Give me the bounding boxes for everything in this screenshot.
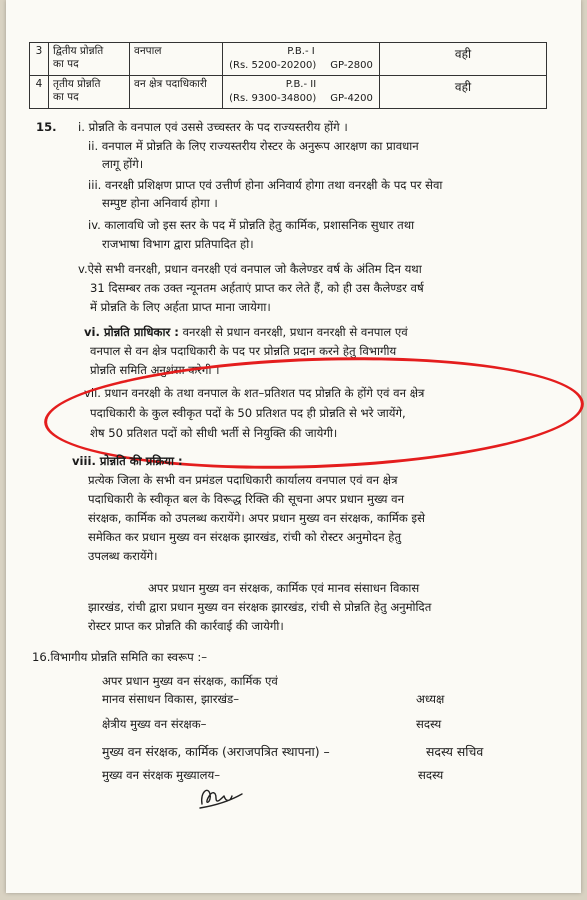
clause-vii-line: पदाधिकारी के कुल स्वीकृत पदों के 50 प्रतिशत पद ही प्रोन्नति से भरे जायेंगे, <box>90 406 406 420</box>
target-post: वन क्षेत्र पदाधिकारी <box>130 76 223 109</box>
member-role: सदस्य <box>418 768 444 782</box>
pay-scale: (Rs. 9300-34800) <box>229 93 317 104</box>
clause-v-line: v.ऐसे सभी वनरक्षी, प्रधान वनरक्षी एवं वनपाल जो कैलेण्डर वर्ष के अंतिम दिन यथा <box>78 262 422 276</box>
promotion-level-line: का पद <box>53 91 79 103</box>
row-number: 4 <box>30 76 49 109</box>
clause-iv-line: राजभाषा विभाग द्वारा प्रतिपादित हो। <box>102 237 254 251</box>
member-name-line: अपर प्रधान मुख्य वन संरक्षक, कार्मिक एवं <box>102 674 278 688</box>
clause-vii-line: शेष 50 प्रतिशत पदों को सीधी भर्ती से नियुक्ति की जायेगी। <box>90 426 338 440</box>
section-number: 15. <box>36 120 57 134</box>
target-post: वनपाल <box>130 43 223 76</box>
table-row <box>30 43 547 76</box>
member-name-line: मुख्य वन संरक्षक मुख्यालय– <box>102 768 220 782</box>
pay-scale: (Rs. 5200-20200) <box>229 60 317 71</box>
clause-vi-label: vi. प्रोन्नति प्राधिकार : <box>84 325 179 339</box>
pay-band <box>223 43 380 76</box>
pay-band-label: P.B.- I <box>287 46 315 57</box>
promotion-level <box>49 76 130 109</box>
clause-iii-line: सम्पुष्ट होना अनिवार्य होगा । <box>102 196 218 210</box>
row-number: 3 <box>30 43 49 76</box>
clause-viii-label: viii. प्रोन्नति की प्रक्रिया : <box>72 454 183 468</box>
clause-viii-line: समेकित कर प्रधान मुख्य वन संरक्षक झारखंड, रांची को रोस्टर अनुमोदन हेतु <box>88 530 402 544</box>
member-role: सदस्य सचिव <box>426 744 484 759</box>
section-16-heading: 16.विभागीय प्रोन्नति समिति का स्वरूप :– <box>32 650 208 664</box>
paragraph-line: अपर प्रधान मुख्य वन संरक्षक, कार्मिक एवं मानव संसाधन विकास <box>148 581 420 595</box>
promotion-level-line: का पद <box>53 58 79 70</box>
clause-vi-line: प्रोन्नति समिति अनुशंसा करेगी । <box>90 363 220 377</box>
clause-vi-line <box>84 323 408 342</box>
signature-mark <box>194 780 254 814</box>
member-role: सदस्य <box>416 717 442 731</box>
same-note: वही <box>380 43 547 76</box>
clause-vi-text: वनरक्षी से प्रधान वनरक्षी, प्रधान वनरक्षी से वनपाल एवं <box>182 325 408 339</box>
table-row <box>30 76 547 109</box>
paragraph-line: झारखंड, रांची द्वारा प्रधान मुख्य वन संरक्षक झारखंड, रांची से प्रोन्नति हेतु अनुमोदित <box>88 600 432 614</box>
clause-i: i. प्रोन्नति के वनपाल एवं उससे उच्चस्तर के पद राज्यस्तरीय होंगे । <box>78 120 348 134</box>
promotion-level-line: द्वितीय प्रोन्नति <box>53 45 104 57</box>
clause-v-line: 31 दिसम्बर तक उक्त न्यूनतम अर्हताएं प्राप्त कर लेते हैं, को ही उस कैलेण्डर वर्ष <box>90 281 424 295</box>
clause-viii-line: उपलब्ध करायेंगे। <box>88 549 158 563</box>
pay-band <box>223 76 380 109</box>
promotion-level <box>49 43 130 76</box>
document-page <box>6 0 581 893</box>
clause-ii-line: लागू होंगे। <box>102 157 144 171</box>
member-name-line: मुख्य वन संरक्षक, कार्मिक (अराजपत्रित स्थापना) – <box>102 744 330 759</box>
same-note: वही <box>380 76 547 109</box>
clause-viii-line: पदाधिकारी के स्वीकृत बल के विरूद्ध रिक्ति की सूचना अपर प्रधान मुख्य वन <box>88 492 405 506</box>
clause-ii-line: ii. वनपाल में प्रोन्नति के लिए राज्यस्तरीय रोस्टर के अनुरूप आरक्षण का प्रावधान <box>88 139 419 153</box>
grade-pay: GP-4200 <box>330 93 373 104</box>
clause-vii-line: vii. प्रधान वनरक्षी के तथा वनपाल के शत–प्रतिशत पद प्रोन्नति के होंगे एवं वन क्षेत्र <box>84 386 425 400</box>
pay-band-label: P.B.- II <box>285 79 317 90</box>
member-role: अध्यक्ष <box>416 692 445 706</box>
promotion-level-line: तृतीय प्रोन्नति <box>53 78 101 90</box>
member-name-line: मानव संसाधन विकास, झारखंड– <box>102 692 239 706</box>
grade-pay: GP-2800 <box>330 60 373 71</box>
clause-vi-line: वनपाल से वन क्षेत्र पदाधिकारी के पद पर प्रोन्नति प्रदान करने हेतु विभागीय <box>90 344 397 358</box>
pay-scale-table <box>29 42 547 109</box>
clause-v-line: में प्रोन्नति के लिए अर्हता प्राप्त माना जायेगा। <box>90 300 271 314</box>
clause-viii-line: प्रत्येक जिला के सभी वन प्रमंडल पदाधिकारी कार्यालय वनपाल एवं वन क्षेत्र <box>88 473 398 487</box>
member-name-line: क्षेत्रीय मुख्य वन संरक्षक– <box>102 717 207 731</box>
clause-viii-line: संरक्षक, कार्मिक को उपलब्ध करायेंगे। अपर प्रधान मुख्य वन संरक्षक, कार्मिक इसे <box>88 511 425 525</box>
clause-iv-line: iv. कालावधि जो इस स्तर के पद में प्रोन्नति हेतु कार्मिक, प्रशासनिक सुधार तथा <box>88 218 415 232</box>
clause-iii-line: iii. वनरक्षी प्रशिक्षण प्राप्त एवं उत्तीर्ण होना अनिवार्य होगा तथा वनरक्षी के पद पर सेवा <box>88 178 443 192</box>
paragraph-line: रोस्टर प्राप्त कर प्रोन्नति की कार्रवाई की जायेगी। <box>88 619 284 633</box>
